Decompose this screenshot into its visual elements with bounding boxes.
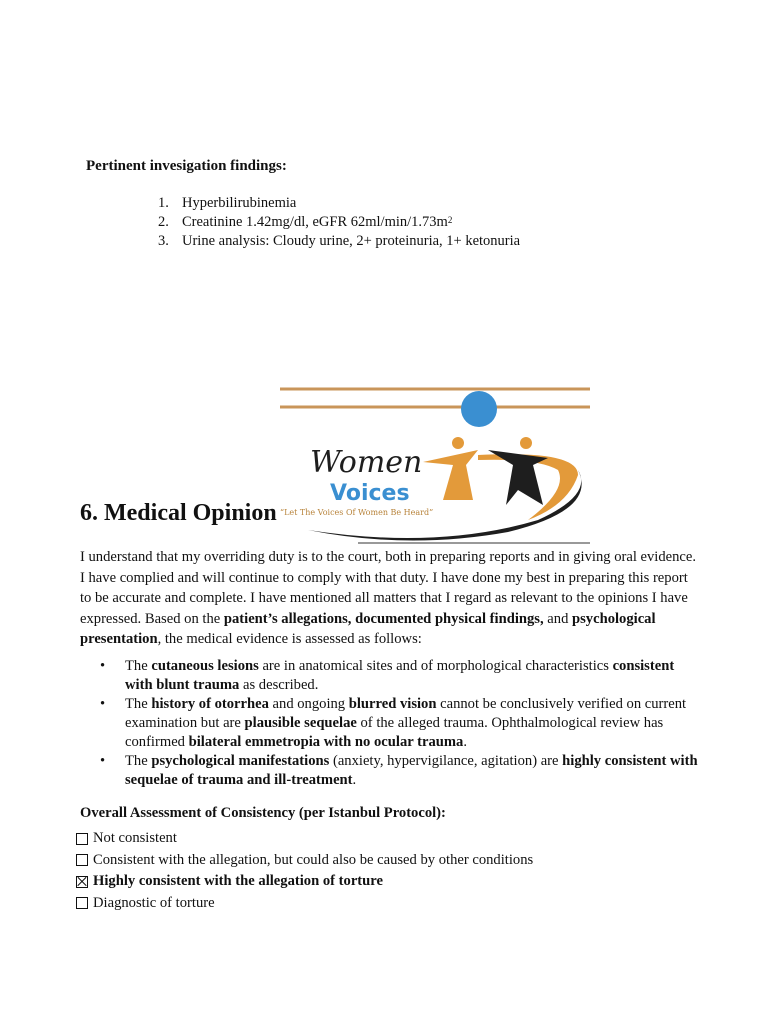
assessment-title: Overall Assessment of Consistency (per Istanbul Protocol): (80, 805, 446, 821)
figure-head-dark (520, 437, 532, 449)
checkbox[interactable] (76, 833, 88, 845)
list-item (98, 695, 698, 752)
emphasis-text: consistent with blunt trauma (125, 658, 675, 693)
women-voices-logo (278, 380, 594, 545)
list-item (98, 752, 698, 790)
option-highly-consistent[interactable]: Highly consistent with the allegation of torture (76, 871, 533, 893)
checkbox[interactable] (76, 876, 88, 888)
text-run: and (543, 610, 573, 627)
emphasis-text: bilateral emmetropia with no ocular trauma (188, 734, 464, 750)
option-consistent[interactable]: Consistent with the allegation, but could also be caused by other conditions (76, 850, 533, 872)
list-item (98, 657, 698, 695)
investigations-list (158, 194, 520, 251)
investigations-title: Pertinent invesigation findings: (86, 158, 287, 174)
assessment-options (76, 828, 533, 914)
list-item: 3. Urine analysis: Cloudy urine, 2+ proteinuria, 1+ ketonuria (158, 233, 521, 249)
logo-tagline: “Let The Voices Of Women Be Heard” (280, 508, 434, 517)
emphasis-text: cutaneous lesions (151, 658, 259, 674)
option-diagnostic[interactable]: Diagnostic of torture (76, 893, 533, 915)
findings-bullets (98, 657, 698, 790)
emphasis-text: plausible sequelae (244, 715, 357, 731)
text-run: as described. (239, 677, 319, 693)
list-item: 1. Hyperbilirubinemia (158, 195, 297, 211)
globe-icon (461, 391, 497, 427)
emphasis-text: history of otorrhea (151, 696, 269, 712)
text-run: . (463, 734, 467, 750)
section-heading: 6. Medical Opinion (80, 500, 277, 526)
text-run: cannot be conclusively verified on current examination but are (125, 696, 687, 731)
text-run: of the alleged trauma. Ophthalmological review has confirmed (125, 715, 664, 750)
logo-graphic (278, 380, 594, 545)
emphasis-text: psychological presentation (80, 610, 656, 647)
checkbox[interactable] (76, 897, 88, 909)
checkbox[interactable] (76, 854, 88, 866)
text-run: The (125, 658, 152, 674)
bullet-icon: • (100, 696, 106, 712)
text-run: The (125, 696, 152, 712)
bullet-icon: • (100, 658, 106, 674)
figure-head-orange (452, 437, 464, 449)
logo-word: Voices (330, 481, 410, 506)
text-run: , the medical evidence is assessed as follows: (157, 631, 422, 647)
text-run: The (125, 753, 152, 769)
text-run: are in anatomical sites and of morphological characteristics (258, 658, 613, 674)
list-item: 2. Creatinine 1.42mg/dl, eGFR $62ml/\min/1.73m^2$ (158, 214, 453, 230)
emphasis-text: patient’s allegations, documented physical findings, (223, 610, 544, 627)
emphasis-text: blurred vision (348, 696, 437, 712)
emphasis-text: highly consistent with sequelae of trauma and ill-treatment (125, 753, 698, 788)
logo-script-word: Women (310, 445, 423, 480)
text-run: . (352, 772, 357, 788)
figure-body-orange (423, 450, 478, 500)
text-run: and ongoing (268, 696, 349, 712)
bullet-icon: • (100, 753, 106, 769)
option-not-consistent[interactable]: Not consistent (76, 828, 533, 850)
text-run: I understand that my overriding duty is to the court, both in preparing reports and in giving oral evidence. I have complied and will continue to comply with that duty. I have done my best in preparing this report to be accurate and complete. I have mentioned all matters that I regard as relevant to the opinions I have expressed. Based on the (80, 549, 697, 627)
emphasis-text: psychological manifestations (151, 753, 330, 769)
text-run: (anxiety, hypervigilance, agitation) are (329, 753, 563, 769)
opinion-paragraph (80, 547, 700, 650)
